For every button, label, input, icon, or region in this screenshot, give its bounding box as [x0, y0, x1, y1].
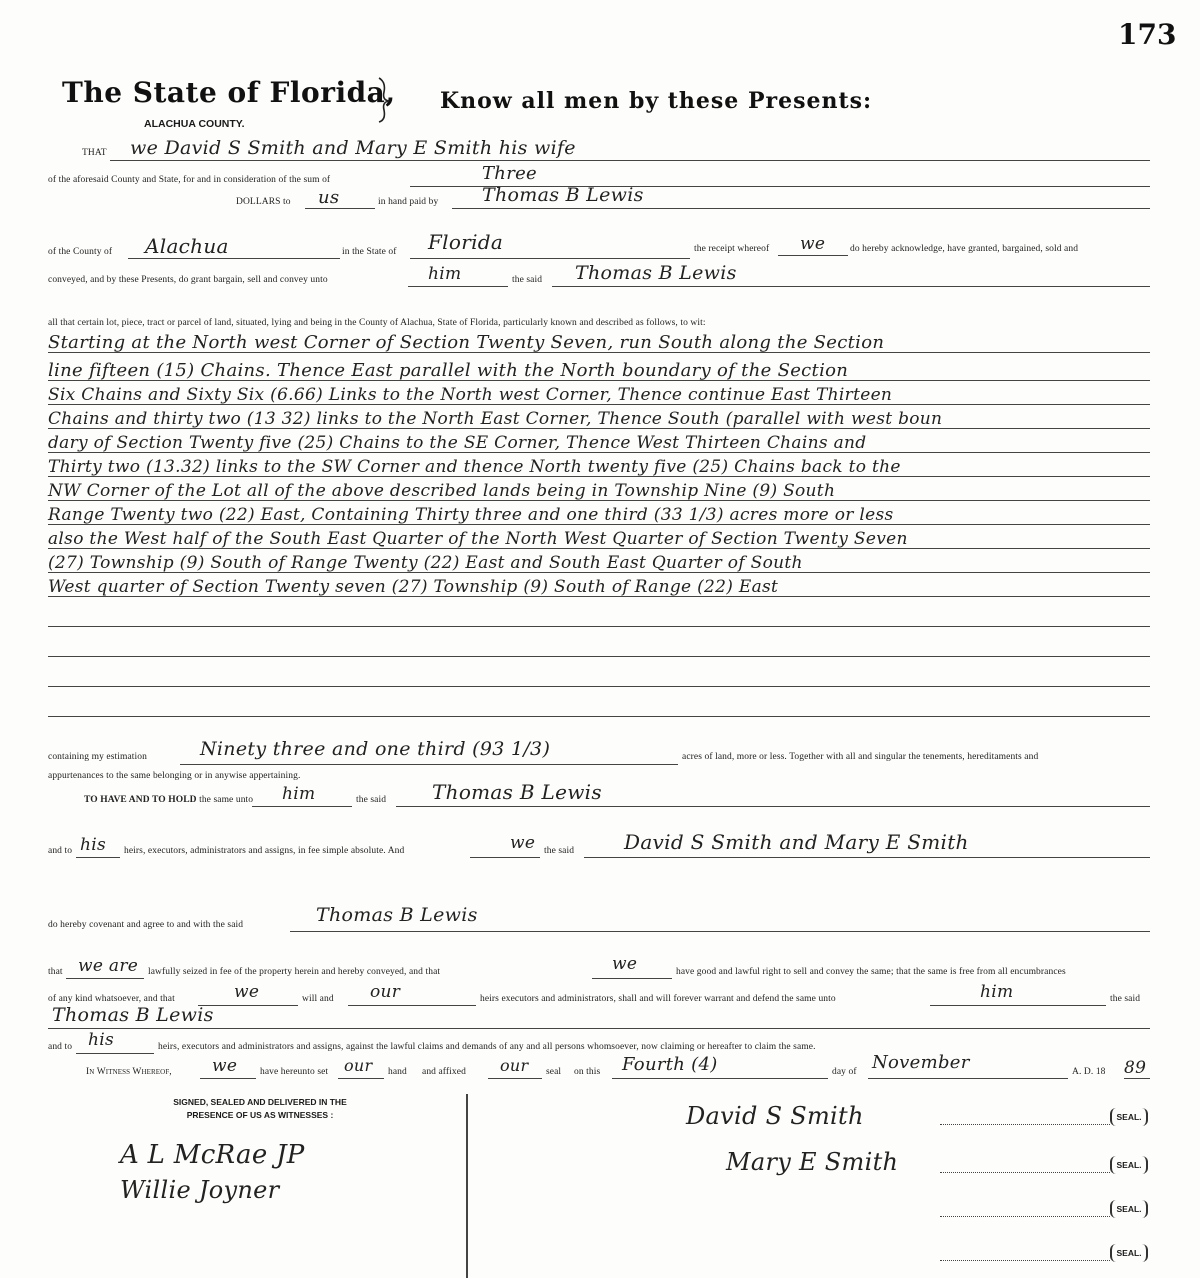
- presents-heading: Know all men by these Presents:: [440, 88, 873, 114]
- label-heirs-fee: heirs, executors, administrators and assigns, in fee simple absolute. And: [124, 846, 405, 856]
- hw-and-that-we: we: [234, 982, 260, 1002]
- label-acres: acres of land, more or less. Together with all and singular the tenements, hereditaments and: [682, 752, 1039, 762]
- rule: [408, 286, 508, 287]
- label-that: THAT: [82, 148, 107, 158]
- label-in-hand-paid: in hand paid by: [378, 197, 439, 207]
- hw-grantee: Thomas B Lewis: [575, 262, 737, 284]
- description-line: Range Twenty two (22) East, Containing Thirty three and one third (33 1/3) acres more or less: [48, 505, 894, 525]
- rule: [128, 258, 340, 259]
- description-line: dary of Section Twenty five (25) Chains to the SE Corner, Thence West Thirteen Chains and: [48, 433, 867, 453]
- rule: [338, 1078, 384, 1079]
- label-ad: A. D. 18: [1072, 1067, 1106, 1077]
- label-lawfully: lawfully seized in fee of the property herein and hereby conveyed, and that: [148, 967, 441, 977]
- rule: [1124, 1078, 1150, 1079]
- hw-sum: Three: [482, 163, 538, 184]
- description-line: Thirty two (13.32) links to the SW Corner and thence North twenty five (25) Chains back to the: [48, 457, 901, 477]
- hw-state: Florida: [428, 230, 504, 254]
- seal-box: SEAL.: [1110, 1156, 1148, 1174]
- hw-and-to: his: [80, 835, 107, 855]
- description-line: Starting at the North west Corner of Section Twenty Seven, run South along the Section: [48, 332, 885, 353]
- rule: [66, 978, 144, 979]
- description-line: Chains and thirty two (13 32) links to the North East Corner, Thence South (parallel with west boun: [48, 409, 943, 429]
- rule: [396, 806, 1150, 807]
- label-heirs-lawful: heirs, executors and administrators and assigns, against the lawful claims and demands of any and all persons whomsoever, now claiming or hereafter to claim the same.: [158, 1042, 816, 1052]
- hw-paid-by: Thomas B Lewis: [482, 184, 644, 206]
- witness-heading-line-1: SIGNED, SEALED AND DELIVERED IN THE: [173, 1097, 347, 1107]
- rule: [48, 716, 1150, 717]
- hw-covenant-with: Thomas B Lewis: [316, 904, 478, 926]
- hw-acreage: Ninety three and one third (93 1/3): [200, 738, 551, 760]
- hw-have-said: Thomas B Lewis: [432, 780, 602, 804]
- rule: [110, 160, 1150, 161]
- hw-will-and: our: [370, 982, 401, 1002]
- label-the-said: the said: [544, 846, 575, 856]
- hw-dollars-to: us: [318, 187, 340, 208]
- seal-box: SEAL.: [1110, 1200, 1148, 1218]
- rule: [180, 764, 678, 765]
- label-hand: hand: [388, 1067, 407, 1077]
- hw-grantors: we David S Smith and Mary E Smith his wife: [130, 137, 576, 159]
- hw-month: November: [872, 1052, 970, 1073]
- rule: [584, 857, 1150, 858]
- witness-signature-2: Willie Joyner: [120, 1176, 280, 1204]
- rule: [410, 258, 690, 259]
- description-line: West quarter of Section Twenty seven (27) Township (9) South of Range (22) East: [48, 577, 779, 597]
- rule: [76, 1053, 154, 1054]
- hw-and-we: we: [510, 833, 536, 853]
- hw-have-unto: him: [282, 784, 316, 804]
- label-and-to: and to: [48, 846, 73, 856]
- description-line: (27) Township (9) South of Range Twenty (22) East and South East Quarter of South: [48, 553, 803, 573]
- hw-that-we: we: [612, 954, 638, 974]
- hw-said-name: Thomas B Lewis: [52, 1004, 214, 1026]
- description-line: Six Chains and Sixty Six (6.66) Links to the North west Corner, Thence continue East Thirteen: [48, 385, 893, 405]
- label-appurtenances: appurtenances to the same belonging or in anywise appertaining.: [48, 771, 301, 781]
- hw-and-to-his: his: [88, 1030, 115, 1050]
- rule: [452, 208, 1150, 209]
- label-good-right: have good and lawful right to sell and convey the same; that the same is free from all encumbrances: [676, 967, 1066, 977]
- label-affixed: and affixed: [422, 1067, 466, 1077]
- rule: [305, 208, 375, 209]
- label-seal: seal: [546, 1067, 562, 1077]
- label-will-and: will and: [302, 994, 334, 1004]
- label-containing: containing my estimation: [48, 752, 147, 762]
- rule: [552, 286, 1150, 287]
- hw-grantors-2: David S Smith and Mary E Smith: [624, 830, 969, 854]
- label-receipt: the receipt whereof: [694, 244, 770, 254]
- hw-witness-we: we: [212, 1056, 238, 1076]
- rule: [488, 1078, 542, 1079]
- label-to-have-rest: the same unto: [199, 795, 254, 805]
- label-on-this: on this: [574, 1067, 601, 1077]
- label-covenant: do hereby covenant and agree to and with the said: [48, 920, 244, 930]
- page-number: 173: [1118, 18, 1177, 51]
- rule: [76, 857, 120, 858]
- rule: [290, 931, 1150, 932]
- label-and-to: and to: [48, 1042, 73, 1052]
- rule: [778, 255, 848, 256]
- rule: [940, 1124, 1110, 1125]
- hw-year: 89: [1124, 1058, 1147, 1078]
- label-the-said: the said: [1110, 994, 1141, 1004]
- rule: [612, 1078, 828, 1079]
- header-brace: [376, 76, 392, 124]
- description-line: line fifteen (15) Chains. Thence East parallel with the North boundary of the Section: [48, 360, 849, 381]
- witness-signature-1: A L McRae JP: [120, 1140, 305, 1170]
- rule: [868, 1078, 1068, 1079]
- witness-heading-line-2: PRESENCE OF US AS WITNESSES :: [186, 1110, 334, 1120]
- label-dollars-to: DOLLARS to: [236, 197, 291, 207]
- hw-that-we-are: we are: [78, 956, 139, 976]
- rule: [930, 1005, 1106, 1006]
- label-in-witness: In Witness Whereof,: [86, 1067, 172, 1077]
- rule: [48, 686, 1150, 687]
- witness-divider: [466, 1094, 468, 1278]
- rule: [940, 1260, 1110, 1261]
- rule: [48, 1028, 1150, 1029]
- witness-heading: [150, 1096, 370, 1122]
- hw-convey-unto: him: [428, 264, 462, 284]
- label-acknowledge: do hereby acknowledge, have granted, bargained, sold and: [850, 244, 1079, 254]
- rule: [470, 857, 540, 858]
- rule: [200, 1078, 256, 1079]
- rule: [48, 656, 1150, 657]
- label-day-of: day of: [832, 1067, 857, 1077]
- label-aforesaid: of the aforesaid County and State, for and in consideration of the sum of: [48, 175, 331, 185]
- rule: [592, 978, 672, 979]
- hw-seal: our: [500, 1056, 529, 1075]
- state-title: The State of Florida,: [62, 76, 396, 109]
- grantor-signature-1: David S Smith: [686, 1102, 864, 1130]
- rule: [48, 626, 1150, 627]
- hw-defend-unto: him: [980, 982, 1014, 1002]
- hw-hand: our: [344, 1056, 373, 1075]
- label-state-of: in the State of: [342, 247, 397, 257]
- description-line: also the West half of the South East Quarter of the North West Quarter of Section Twenty Seven: [48, 529, 908, 549]
- label-any-kind: of any kind whatsoever, and that: [48, 994, 175, 1004]
- label-heirs-exec: heirs executors and administrators, shall and will forever warrant and defend the same unto: [480, 994, 836, 1004]
- hw-day: Fourth (4): [622, 1054, 718, 1075]
- label-to-have: [84, 795, 253, 805]
- county-label: ALACHUA COUNTY.: [144, 118, 245, 130]
- description-line: NW Corner of the Lot all of the above described lands being in Township Nine (9) South: [48, 481, 836, 501]
- rule: [252, 806, 352, 807]
- rule: [348, 1005, 476, 1006]
- label-that: that: [48, 967, 63, 977]
- label-all-that: all that certain lot, piece, tract or parcel of land, situated, lying and being in the County of Alachua, State of Florida, particularly known and described as follows, to wit:: [48, 318, 706, 328]
- grantor-signature-2: Mary E Smith: [726, 1148, 899, 1176]
- label-county-of: of the County of: [48, 247, 113, 257]
- label-to-have-bold: TO HAVE AND TO HOLD: [84, 795, 197, 805]
- rule: [940, 1216, 1110, 1217]
- rule: [940, 1172, 1110, 1173]
- label-the-said: the said: [512, 275, 543, 285]
- seal-box: SEAL.: [1110, 1108, 1148, 1126]
- label-the-said: the said: [356, 795, 387, 805]
- seal-box: SEAL.: [1110, 1244, 1148, 1262]
- label-have-set: have hereunto set: [260, 1067, 329, 1077]
- hw-receipt: we: [800, 234, 826, 254]
- hw-county: Alachua: [145, 234, 229, 258]
- label-conveyed: conveyed, and by these Presents, do grant bargain, sell and convey unto: [48, 275, 328, 285]
